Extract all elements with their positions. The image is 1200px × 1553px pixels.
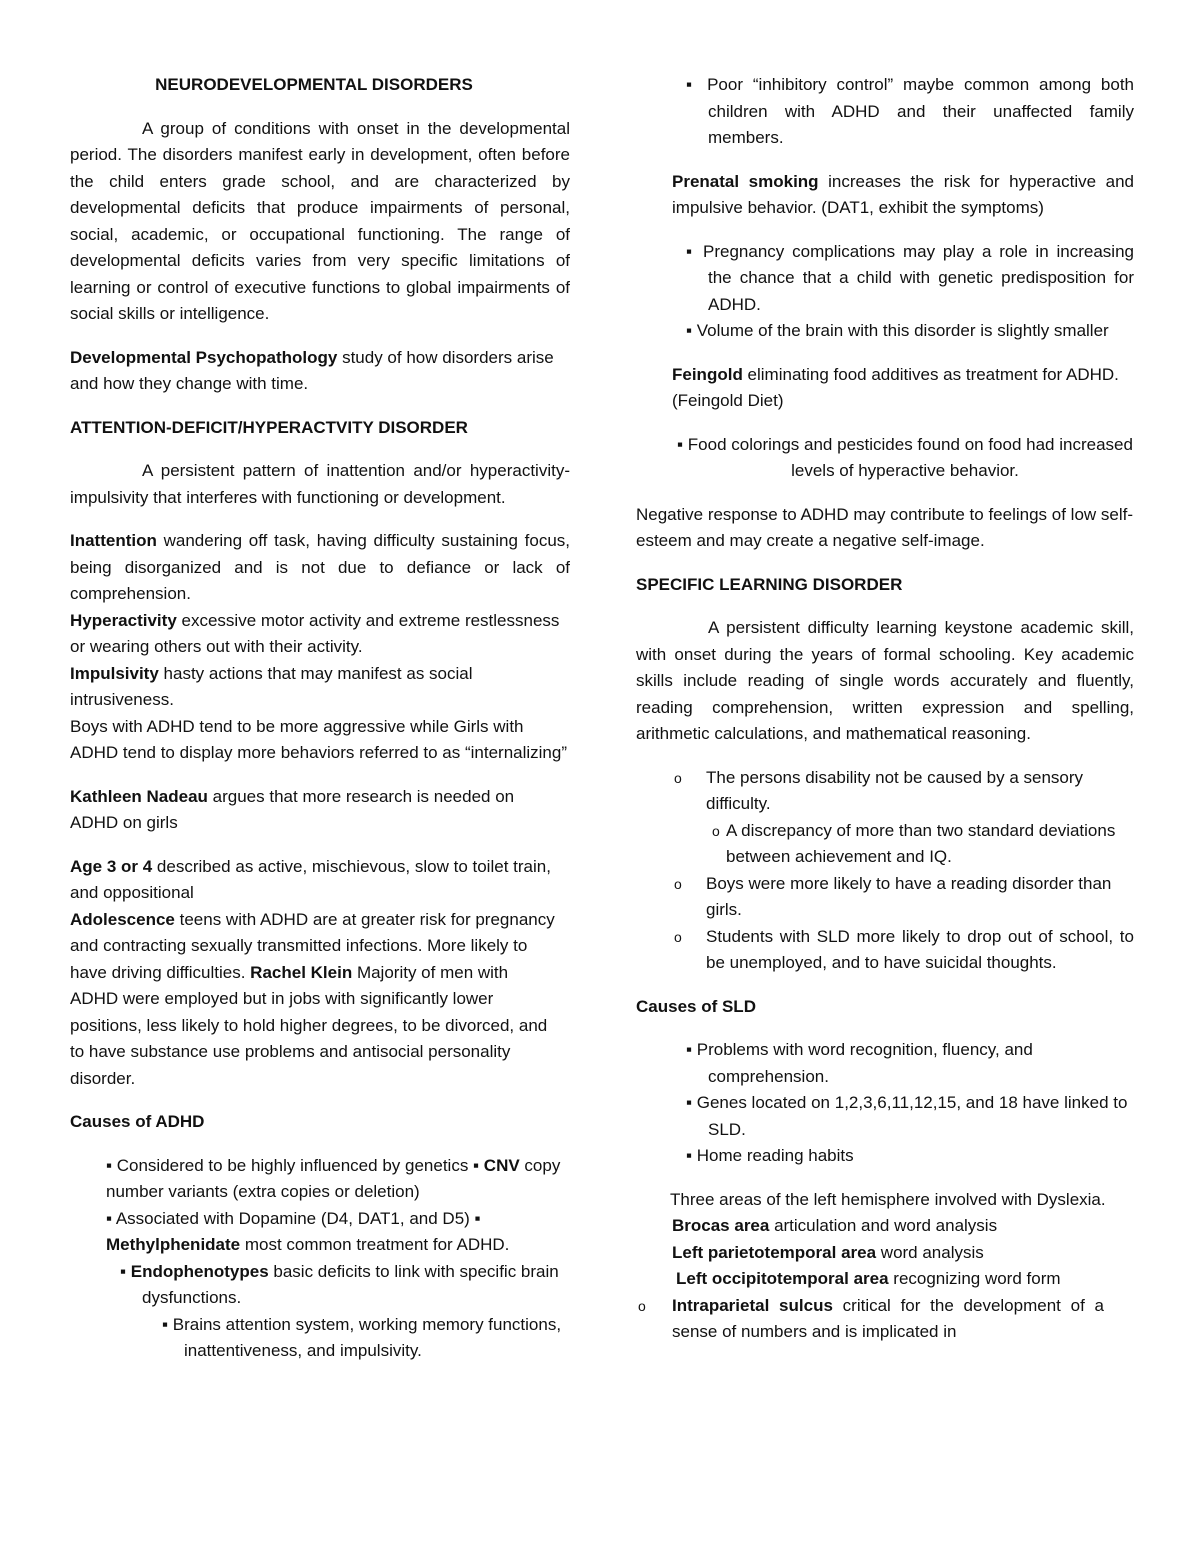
causes-adhd-block-1: ▪ Considered to be highly influenced by genetics ▪ CNV copy number variants (extra copies or deletion) ▪ Associated with Dopamine (D4, DAT1, and D5) ▪ Methylphenidate most common treatment for ADHD. <box>106 1155 561 1254</box>
sld-cause-reading-habits-text: Home reading habits <box>696 1146 854 1165</box>
food-colorings-text: Food colorings and pesticides found on food had increased levels of hyperactive behavior. <box>687 434 1133 480</box>
brain-volume-item: ▪ Volume of the brain with this disorder is slightly smaller <box>686 321 1109 340</box>
intraparietal-term: Intraparietal sulcus <box>672 1295 833 1315</box>
adhd-definition: A persistent pattern of inattention and/or hyperactivity-impulsivity that interferes with functioning or development. <box>70 461 570 507</box>
sld-point-boys-text: Boys were more likely to have a reading disorder than girls. <box>706 873 1112 919</box>
cnv-text: copy number variants (extra copies or deletion) <box>106 1155 561 1201</box>
endophenotypes-text: basic deficits to link with specific brain dysfunctions. <box>142 1261 559 1307</box>
impulsivity-text: hasty actions that may manifest as social intrusiveness. <box>70 663 473 709</box>
left-parietotemporal-text: word analysis <box>876 1242 984 1262</box>
sld-definition: A persistent difficulty learning keystone academic skill, with onset during the years of formal schooling. Key academic skills include reading of single words accurately and fluently, reading comprehension, written expression and spelling, arithmetic calculations, and mathematical reasoning. <box>636 618 1134 743</box>
hyperactivity-paragraph <box>70 608 570 661</box>
impulsivity-paragraph <box>70 661 570 714</box>
sld-point-disability <box>636 765 1134 818</box>
adolescence-text: teens with ADHD are at greater risk for pregnancy and contracting sexually transmitted infections. More likely to have driving difficulties. <box>70 909 555 982</box>
cnv-term: CNV <box>483 1155 520 1175</box>
feingold-text: eliminating food additives as treatment for ADHD. (Feingold Diet) <box>672 364 1119 410</box>
impulsivity-term: Impulsivity <box>70 663 159 683</box>
causes-sld-heading: Causes of SLD <box>636 996 756 1016</box>
three-areas-paragraph: Three areas of the left hemisphere involved with Dyslexia. <box>670 1189 1106 1209</box>
brain-attention-item: ▪ Brains attention system, working memory functions, inattentiveness, and impulsivity. <box>162 1314 562 1360</box>
boys-girls-paragraph: Boys with ADHD tend to be more aggressive while Girls with ADHD tend to display more behaviors referred to as “internalizing” <box>70 716 568 762</box>
intro-paragraph: A group of conditions with onset in the developmental period. The disorders manifest early in development, often before the child enters grade school, and are characterized by developmental deficits that produce impairments of personal, social, academic, or occupational functioning. The range of developmental deficits varies from very specific limitations of learning or control of executive functions to global impairments of social skills or intelligence. <box>70 118 570 323</box>
circle-bullet-icon: o <box>638 1297 646 1314</box>
nadeau-term: Kathleen Nadeau <box>70 786 208 806</box>
intraparietal-text: critical for the development of a sense of numbers and is implicated in <box>672 1295 1104 1341</box>
methylphenidate-term: Methylphenidate <box>106 1235 241 1254</box>
feingold-term: Feingold <box>672 364 743 384</box>
endophenotypes-item: ▪ Endophenotypes basic deficits to link with specific brain dysfunctions. <box>120 1261 559 1307</box>
inattention-paragraph <box>70 528 570 608</box>
brocas-paragraph <box>636 1213 1134 1240</box>
klein-term: Rachel Klein <box>250 962 353 982</box>
circle-bullet-icon: o <box>674 769 682 786</box>
prenatal-text: increases the risk for hyperactive and impulsive behavior. (DAT1, exhibit the symptoms) <box>672 171 1134 217</box>
inattention-text: wandering off task, having difficulty sustaining focus, being disorganized and is not due to defiance or lack of comprehension. <box>70 531 570 603</box>
sld-point-boys <box>636 871 1134 924</box>
endophenotypes-term: Endophenotypes <box>130 1261 269 1281</box>
age-text: described as active, mischievous, slow to toilet train, and oppositional <box>70 856 551 902</box>
adolescence-term: Adolescence <box>70 909 175 929</box>
brocas-term: Brocas area <box>672 1216 770 1235</box>
left-parietotemporal-paragraph <box>636 1240 1134 1267</box>
hyperactivity-text: excessive motor activity and extreme restlessness or wearing others out with their activity. <box>70 610 560 656</box>
sld-point-disability-text: The persons disability not be caused by a sensory difficulty. <box>706 767 1084 813</box>
circle-bullet-icon: o <box>712 822 720 839</box>
food-colorings-item: ▪ Food colorings and pesticides found on food had increased levels of hyperactive behavior. <box>677 434 1133 480</box>
brain-volume-text: Volume of the brain with this disorder is slightly smaller <box>696 321 1109 340</box>
intraparietal-item <box>636 1293 1134 1346</box>
age-term: Age 3 or 4 <box>70 856 153 876</box>
nadeau-paragraph <box>70 784 570 837</box>
devpsy-text: study of how disorders arise and how they change with time. <box>70 347 554 393</box>
feingold-paragraph <box>636 362 1134 415</box>
devpsy-paragraph <box>70 345 570 398</box>
left-column <box>70 72 570 1365</box>
inhibitory-control-text: Poor “inhibitory control” maybe common among both children with ADHD and their unaffected family members. <box>707 75 1135 147</box>
sld-cause-reading-habits: ▪ Home reading habits <box>686 1146 854 1165</box>
left-occipitotemporal-text: recognizing word form <box>888 1269 1061 1288</box>
age-paragraph <box>70 854 570 907</box>
brain-attention-text: Brains attention system, working memory functions, inattentiveness, and impulsivity. <box>172 1314 562 1360</box>
inattention-term: Inattention <box>70 531 157 550</box>
brocas-text: articulation and word analysis <box>769 1216 998 1235</box>
sld-point-students <box>636 924 1134 977</box>
adolescence-paragraph <box>70 907 570 1093</box>
sld-point-discrepancy-text: A discrepancy of more than two standard deviations between achievement and IQ. <box>726 820 1116 866</box>
sld-cause-genes-text: Genes located on 1,2,3,6,11,12,15, and 18 have linked to SLD. <box>696 1093 1128 1139</box>
pregnancy-text: Pregnancy complications may play a role in increasing the chance that a child with genetic predisposition for ADHD. <box>703 241 1134 314</box>
negative-response-paragraph: Negative response to ADHD may contribute to feelings of low self-esteem and may create a negative self-image. <box>636 504 1134 550</box>
circle-bullet-icon: o <box>674 928 682 945</box>
sld-cause-genes: ▪ Genes located on 1,2,3,6,11,12,15, and 18 have linked to SLD. <box>686 1093 1128 1139</box>
sld-cause-word-recognition: ▪ Problems with word recognition, fluency, and comprehension. <box>686 1040 1033 1086</box>
prenatal-paragraph <box>636 169 1134 222</box>
klein-text: Majority of men with ADHD were employed but in jobs with significantly lower positions, less likely to hold higher degrees, to be divorced, and to have substance use problems and antisocial personality disorder. <box>70 962 548 1088</box>
pregnancy-item: ▪ Pregnancy complications may play a role in increasing the chance that a child with genetic predisposition for ADHD. <box>686 241 1134 314</box>
circle-bullet-icon: o <box>674 875 682 892</box>
devpsy-term: Developmental Psychopathology <box>70 347 338 367</box>
left-occipitotemporal-term: Left occipitotemporal area <box>676 1269 889 1288</box>
right-column <box>636 72 1134 1346</box>
left-parietotemporal-term: Left parietotemporal area <box>672 1242 877 1262</box>
adhd-heading: ATTENTION-DEFICIT/HYPERACTVITY DISORDER <box>70 417 468 437</box>
prenatal-term: Prenatal smoking <box>672 171 819 191</box>
page-title: NEURODEVELOPMENTAL DISORDERS <box>155 75 473 94</box>
sld-point-discrepancy <box>636 818 1134 871</box>
sld-cause-word-recognition-text: Problems with word recognition, fluency, and comprehension. <box>696 1040 1033 1086</box>
sld-heading: SPECIFIC LEARNING DISORDER <box>636 574 903 594</box>
cause-genetics: Considered to be highly influenced by genetics ▪ <box>116 1155 484 1175</box>
hyperactivity-term: Hyperactivity <box>70 610 177 630</box>
left-occipitotemporal-paragraph <box>636 1266 1134 1293</box>
sld-point-students-text: Students with SLD more likely to drop out of school, to be unemployed, and to have suicidal thoughts. <box>706 926 1134 972</box>
inhibitory-control-item: ▪ Poor “inhibitory control” maybe common among both children with ADHD and their unaffected family members. <box>686 75 1135 147</box>
cause-dopamine: Associated with Dopamine (D4, DAT1, and D5) ▪ <box>115 1208 481 1228</box>
methylphenidate-text: most common treatment for ADHD. <box>240 1235 510 1254</box>
causes-adhd-heading: Causes of ADHD <box>70 1112 205 1131</box>
nadeau-text: argues that more research is needed on ADHD on girls <box>70 786 515 832</box>
